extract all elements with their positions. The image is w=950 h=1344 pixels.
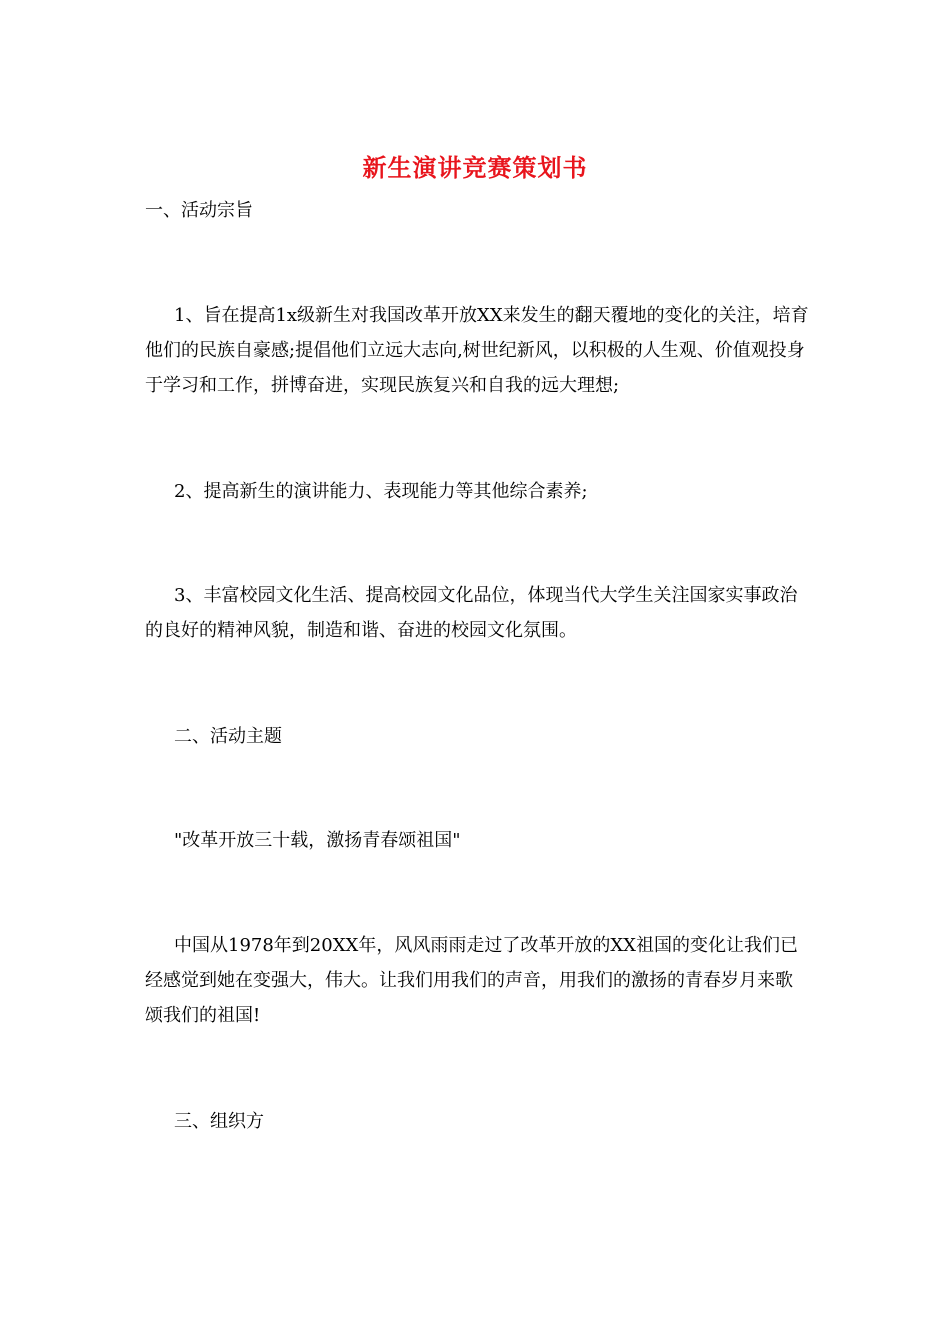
section-heading-theme: 二、活动主题: [174, 726, 282, 747]
paragraph-purpose-1: 1、旨在提高1x级新生对我国改革开放XX来发生的翻天覆地的变化的关注，培育他们的民族自豪感;提倡他们立远大志向,树世纪新风，以积极的人生观、价值观投身于学习和工作，拼博奋进，实现民族复兴和自我的远大理想;: [145, 305, 809, 396]
theme-quote: "改革开放三十载，激扬青春颂祖国": [174, 830, 461, 851]
document-title: 新生演讲竞赛策划书: [362, 153, 588, 182]
paragraph-purpose-2: 2、提高新生的演讲能力、表现能力等其他综合素养;: [174, 481, 588, 502]
section-heading-organizer: 三、组织方: [174, 1111, 264, 1132]
paragraph-theme-body: 中国从1978年到20XX年，风风雨雨走过了改革开放的XX祖国的变化让我们已经感觉到她在变强大，伟大。让我们用我们的声音，用我们的激扬的青春岁月来歌颂我们的祖国!: [145, 935, 798, 1026]
paragraph-purpose-3: 3、丰富校园文化生活、提高校园文化品位，体现当代大学生关注国家实事政治的良好的精神风貌，制造和谐、奋进的校园文化氛围。: [145, 585, 798, 641]
section-heading-purpose: 一、活动宗旨: [145, 200, 253, 221]
